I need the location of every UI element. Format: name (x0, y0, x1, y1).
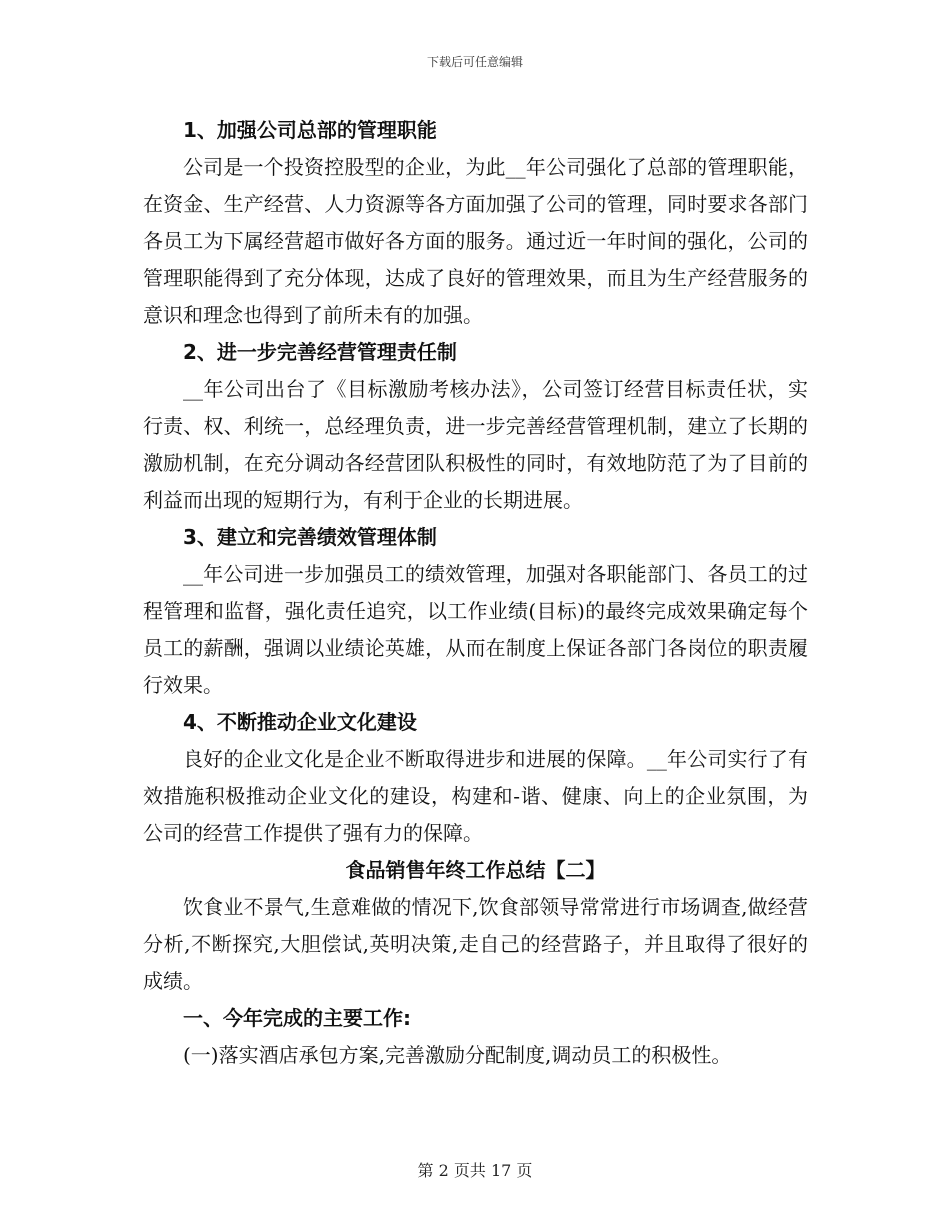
section-paragraph-2: __年公司出台了《目标激励考核办法》，公司签订经营目标责任状，实行责、权、利统一，总经理负责，进一步完善经营管理机制，建立了长期的激励机制，在充分调动各经营团队积极性的同时，有效地防范了为了目前的利益而出现的短期行为，有利于企业的长期进展。 (143, 377, 808, 512)
section-paragraph-4: 良好的企业文化是企业不断取得进步和进展的保障。__年公司实行了有效措施积极推动企业文化的建设，构建和-谐、健康、向上的企业氛围，为公司的经营工作提供了强有力的保障。 (143, 747, 808, 845)
section-heading-4: 4、不断推动企业文化建设 (183, 710, 417, 734)
part-two-intro: 饮食业不景气,生意难做的情况下,饮食部领导常常进行市场调查,做经营分析,不断探究,大胆偿试,英明决策,走自己的经营路子，并且取得了很好的成绩。 (143, 895, 808, 993)
part-two-heading: 一、今年完成的主要工作: (183, 1006, 411, 1030)
part-two-item-1: (一)落实酒店承包方案,完善激励分配制度,调动员工的积极性。 (183, 1043, 732, 1067)
section-paragraph-3: __年公司进一步加强员工的绩效管理，加强对各职能部门、各员工的过程管理和监督，强化责任追究，以工作业绩(目标)的最终完成效果确定每个员工的薪酬，强调以业绩论英雄，从而在制度上保证各部门各岗位的职责履行效果。 (143, 562, 808, 697)
page-header: 下载后可任意编辑 (426, 55, 523, 69)
section-paragraph-1: 公司是一个投资控股型的企业，为此__年公司强化了总部的管理职能，在资金、生产经营、人力资源等各方面加强了公司的管理，同时要求各部门各员工为下属经营超市做好各方面的服务。通过近一年时间的强化，公司的管理职能得到了充分体现，达成了良好的管理效果，而且为生产经营服务的意识和理念也得到了前所未有的加强。 (143, 155, 808, 327)
section-heading-3: 3、建立和完善绩效管理体制 (183, 525, 437, 549)
section-heading-2: 2、进一步完善经营管理责任制 (183, 340, 457, 364)
section-heading-1: 1、加强公司总部的管理职能 (183, 118, 437, 142)
document-body (143, 112, 808, 1074)
part-two-title: 食品销售年终工作总结【二】 (345, 858, 606, 882)
page-footer: 第 2 页共 17 页 (417, 1161, 533, 1180)
